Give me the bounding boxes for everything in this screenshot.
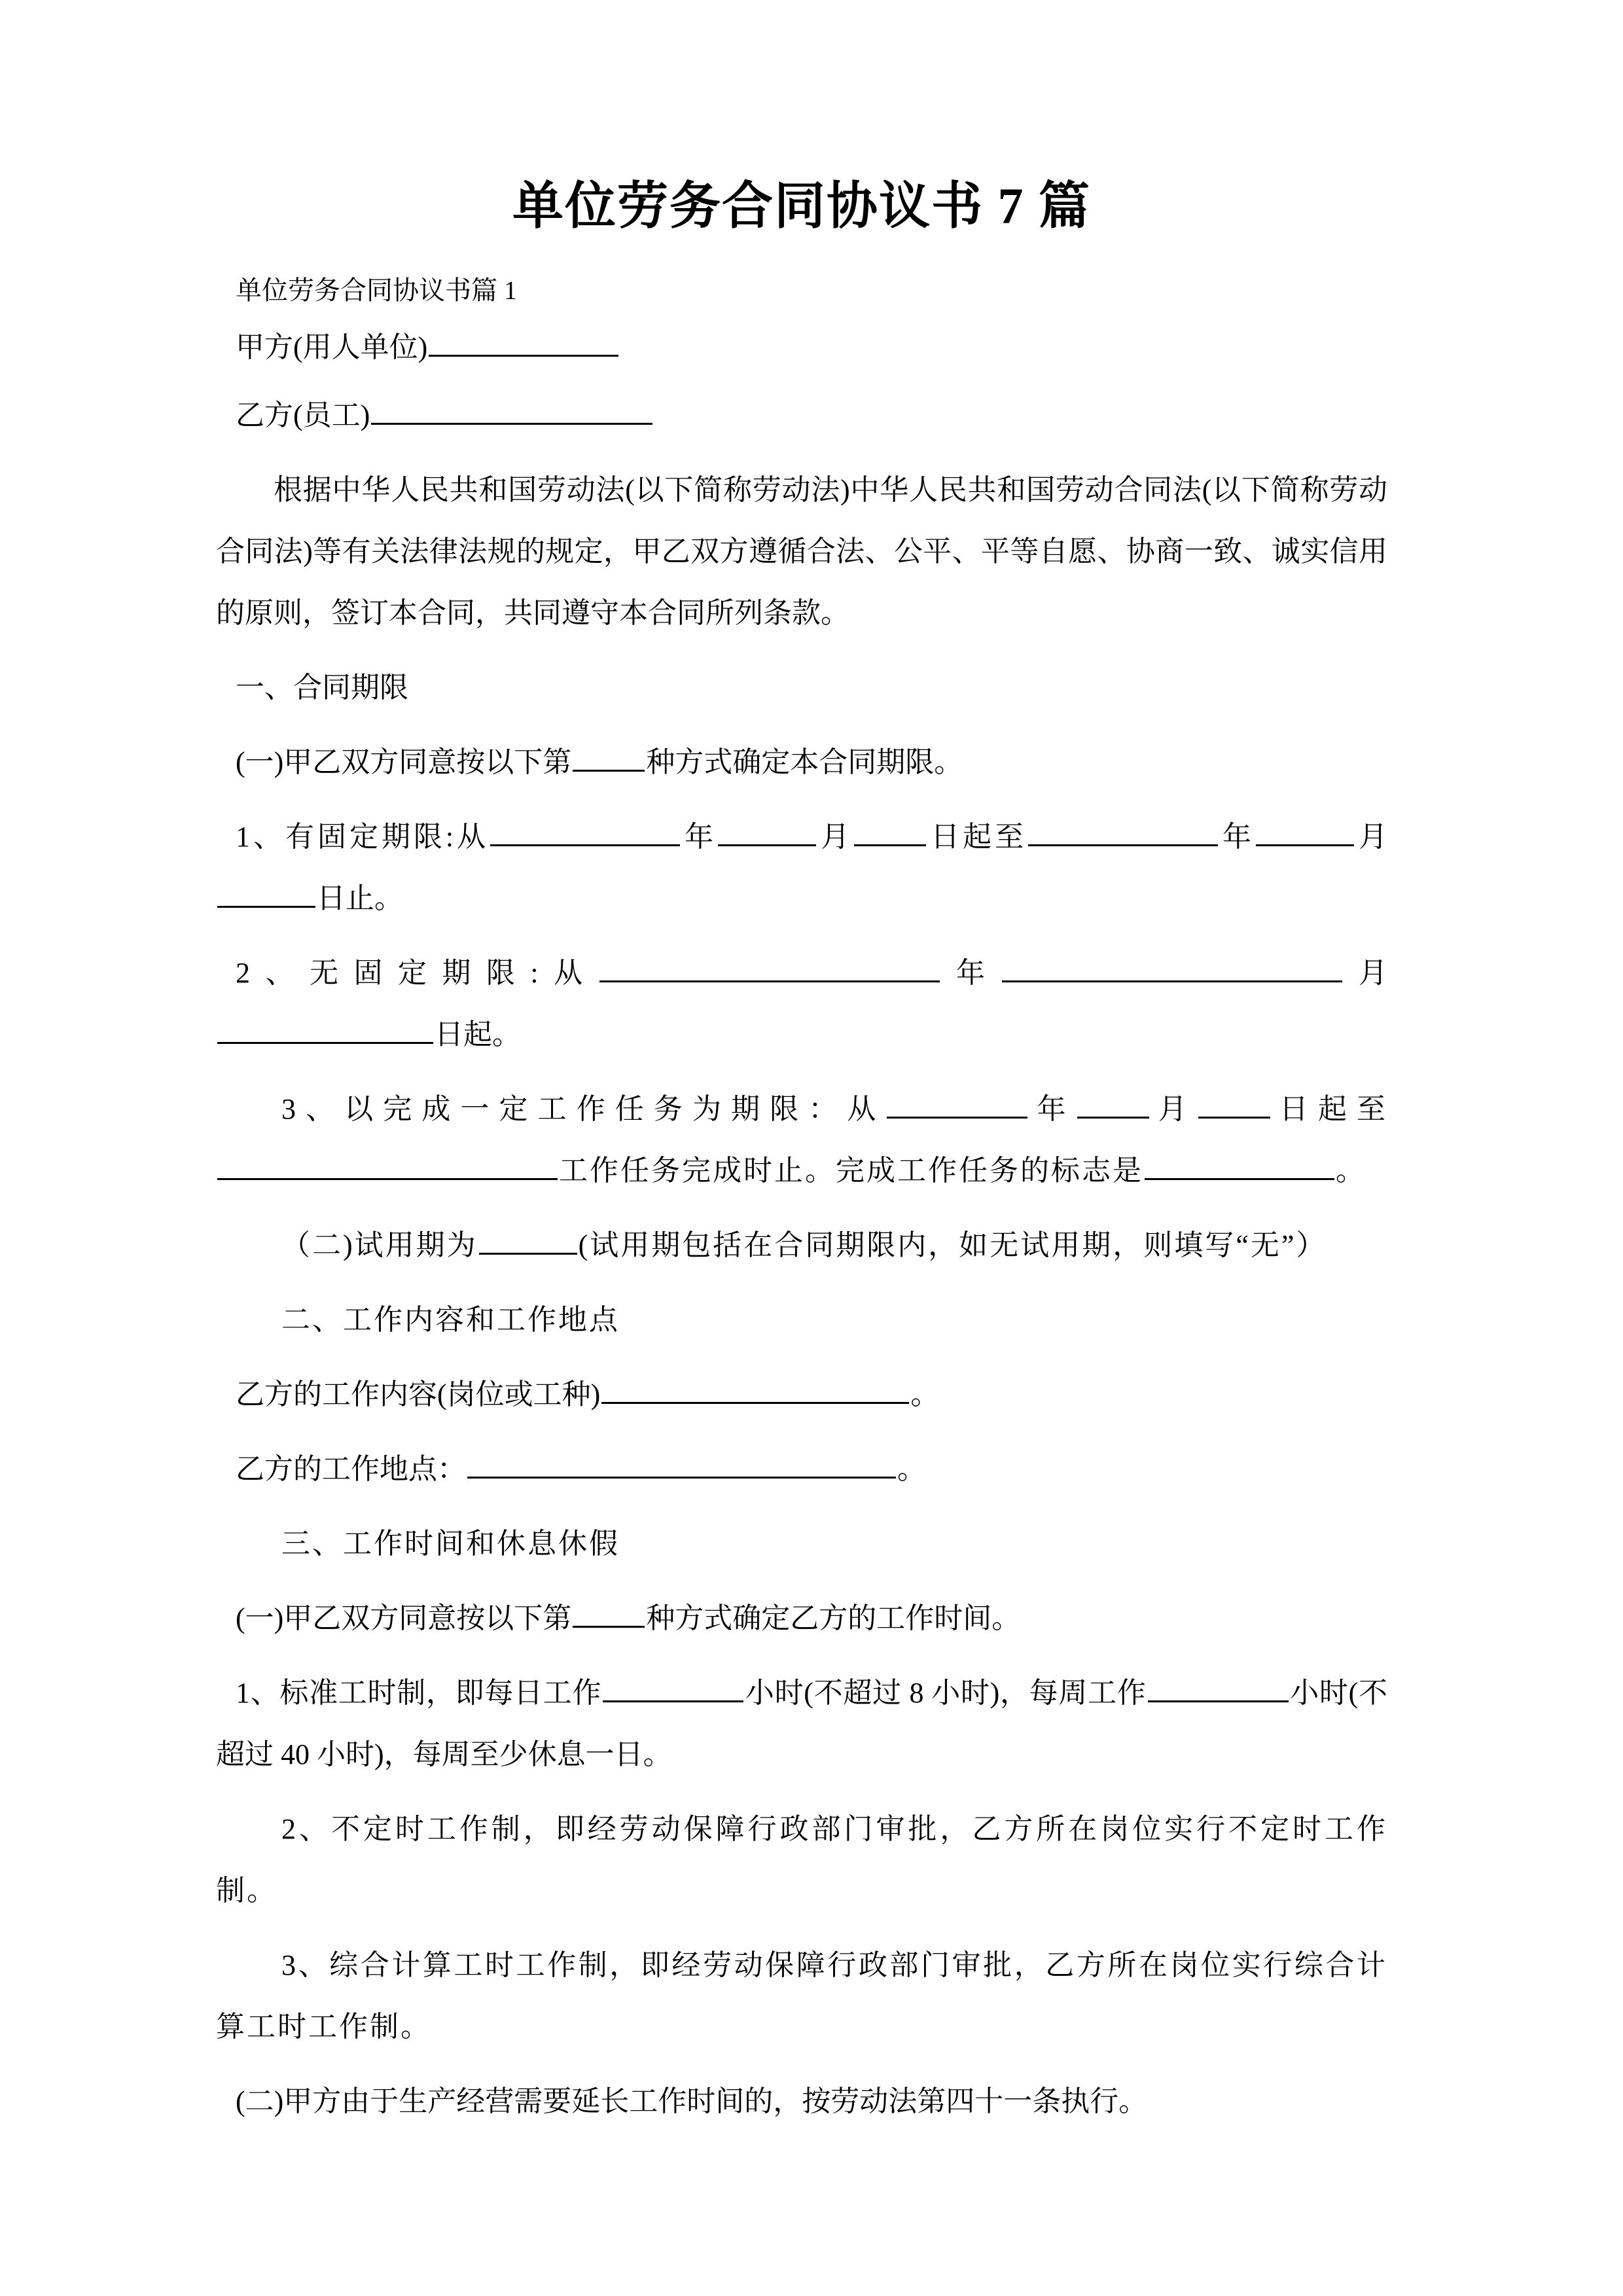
probation-blank[interactable]: [479, 1225, 577, 1255]
weekly-hours-blank[interactable]: [1148, 1673, 1289, 1702]
probation-line: [216, 1202, 1387, 1276]
open-term-year-blank[interactable]: [599, 953, 940, 982]
task-term-year-blank[interactable]: [887, 1089, 1027, 1119]
job-location-label: 乙方的工作地点：: [236, 1452, 466, 1485]
probation-prefix: （二)试用期为: [281, 1229, 478, 1261]
open-term-year: 年: [940, 956, 1001, 989]
job-content-end: 。: [910, 1378, 940, 1410]
fixed-term-from: 从: [454, 820, 490, 853]
term-choice-intro: (一)甲乙双方同意按以下第: [236, 745, 572, 778]
job-content-blank[interactable]: [601, 1374, 909, 1404]
fixed-term-year: 年: [681, 820, 717, 853]
task-term-month-blank[interactable]: [1077, 1089, 1149, 1119]
worktime-choice-line: [216, 1575, 1387, 1649]
fixed-term-to: 日起至: [927, 820, 1027, 853]
party-b-label: 乙方(员工): [236, 399, 370, 431]
task-term-year: 年: [1029, 1092, 1076, 1125]
party-b-blank[interactable]: [371, 395, 652, 425]
open-term-month: 月: [1343, 956, 1388, 989]
task-term-day-blank[interactable]: [1198, 1089, 1270, 1119]
section-heading-1: 一、合同期限: [236, 671, 408, 704]
document-content: [216, 0, 1387, 2132]
worktime-choice-intro: (一)甲乙双方同意按以下第: [236, 1602, 572, 1634]
task-term-task-blank[interactable]: [217, 1151, 558, 1180]
term-choice-line: [216, 719, 1387, 793]
section-heading-2: 二、工作内容和工作地点: [281, 1303, 620, 1336]
probation-suffix: “无”）: [1236, 1229, 1327, 1261]
open-term-end: 日起。: [435, 1018, 521, 1050]
standard-hours-prefix: 1、标准工时制，即每日工作: [236, 1676, 602, 1709]
open-term-from: 从: [538, 956, 598, 989]
standard-hours-suffix: 小时(不超过 40 小时)，每周至少休息一日。: [216, 1676, 1387, 1770]
open-term-month-blank[interactable]: [1002, 953, 1342, 982]
job-location-line: [216, 1426, 1387, 1500]
job-content-line: [216, 1351, 1387, 1426]
fixed-term-label: 1、有固定期限:: [236, 820, 454, 853]
open-term-day-blank[interactable]: [217, 1014, 433, 1044]
party-a-line: [216, 310, 1387, 378]
job-location-blank[interactable]: [467, 1449, 896, 1479]
worktime-choice-tail: 种方式确定乙方的工作时间。: [646, 1602, 1021, 1634]
task-term-mid: 工作任务完成时止。完成工作任务的标志是: [559, 1154, 1143, 1187]
fixed-term-end-year-blank[interactable]: [1028, 817, 1218, 846]
document-subtitle: 单位劳务合同协议书篇 1: [236, 275, 517, 305]
open-term-line: [216, 929, 1387, 1066]
task-term-month: 月: [1150, 1092, 1197, 1125]
party-b-line: [216, 378, 1387, 446]
fixed-term-start-day-blank[interactable]: [854, 817, 926, 846]
standard-hours-mid: 小时(不超过 8 小时)，每周工作: [745, 1676, 1147, 1709]
daily-hours-blank[interactable]: [603, 1673, 743, 1702]
open-term-label: 2、无固定期限:: [236, 956, 539, 989]
term-choice-blank[interactable]: [573, 742, 645, 772]
job-location-end: 。: [897, 1452, 926, 1485]
worktime-choice-blank[interactable]: [573, 1598, 645, 1628]
fixed-term-start-month-blank[interactable]: [718, 817, 816, 846]
page-title: 单位劳务合同协议书 7 篇: [512, 177, 1091, 234]
fixed-term-month: 月: [817, 820, 853, 853]
irregular-hours-line: 2、不定时工作制，即经劳动保障行政部门审批，乙方所在岗位实行不定时工作制。: [216, 1812, 1387, 1907]
comprehensive-hours-line: 3、综合计算工时工作制，即经劳动保障行政部门审批，乙方所在岗位实行综合计算工时工作制。: [216, 1948, 1387, 2043]
job-content-label: 乙方的工作内容(岗位或工种): [236, 1378, 601, 1410]
fixed-term-end: 日止。: [317, 882, 403, 914]
task-term-end: 。: [1336, 1154, 1366, 1187]
party-a-blank[interactable]: [429, 327, 618, 357]
fixed-term-end-month-blank[interactable]: [1256, 817, 1354, 846]
standard-hours-line: [216, 1649, 1387, 1785]
section-heading-3: 三、工作时间和休息休假: [281, 1527, 620, 1560]
task-term-to: 日起至: [1271, 1092, 1388, 1125]
fixed-term-year-2: 年: [1219, 820, 1255, 853]
fixed-term-start-year-blank[interactable]: [490, 817, 680, 846]
fixed-term-line: [216, 793, 1387, 929]
term-choice-tail: 种方式确定本合同期限。: [646, 745, 963, 778]
task-term-from: 从: [847, 1092, 886, 1125]
task-term-mark-blank[interactable]: [1145, 1151, 1334, 1180]
probation-mid: (试用期包括在合同期限内，如无试用期，则填写: [578, 1229, 1236, 1261]
fixed-term-month-2: 月: [1355, 820, 1388, 853]
task-term-line: [216, 1066, 1387, 1202]
party-a-label: 甲方(用人单位): [236, 331, 428, 363]
fixed-term-end-day-blank[interactable]: [217, 878, 315, 908]
overtime-line: (二)甲方由于生产经营需要延长工作时间的，按劳动法第四十一条执行。: [236, 2085, 1148, 2117]
preamble-paragraph: 根据中华人民共和国劳动法(以下简称劳动法)中华人民共和国劳动合同法(以下简称劳动合同法)等有关法律法规的规定，甲乙双方遵循合法、公平、平等自愿、协商一致、诚实信用的原则，签订本合同，共同遵守本合同所列条款。: [216, 473, 1387, 629]
task-term-label: 3、以完成一定工作任务为期限：: [281, 1092, 847, 1125]
